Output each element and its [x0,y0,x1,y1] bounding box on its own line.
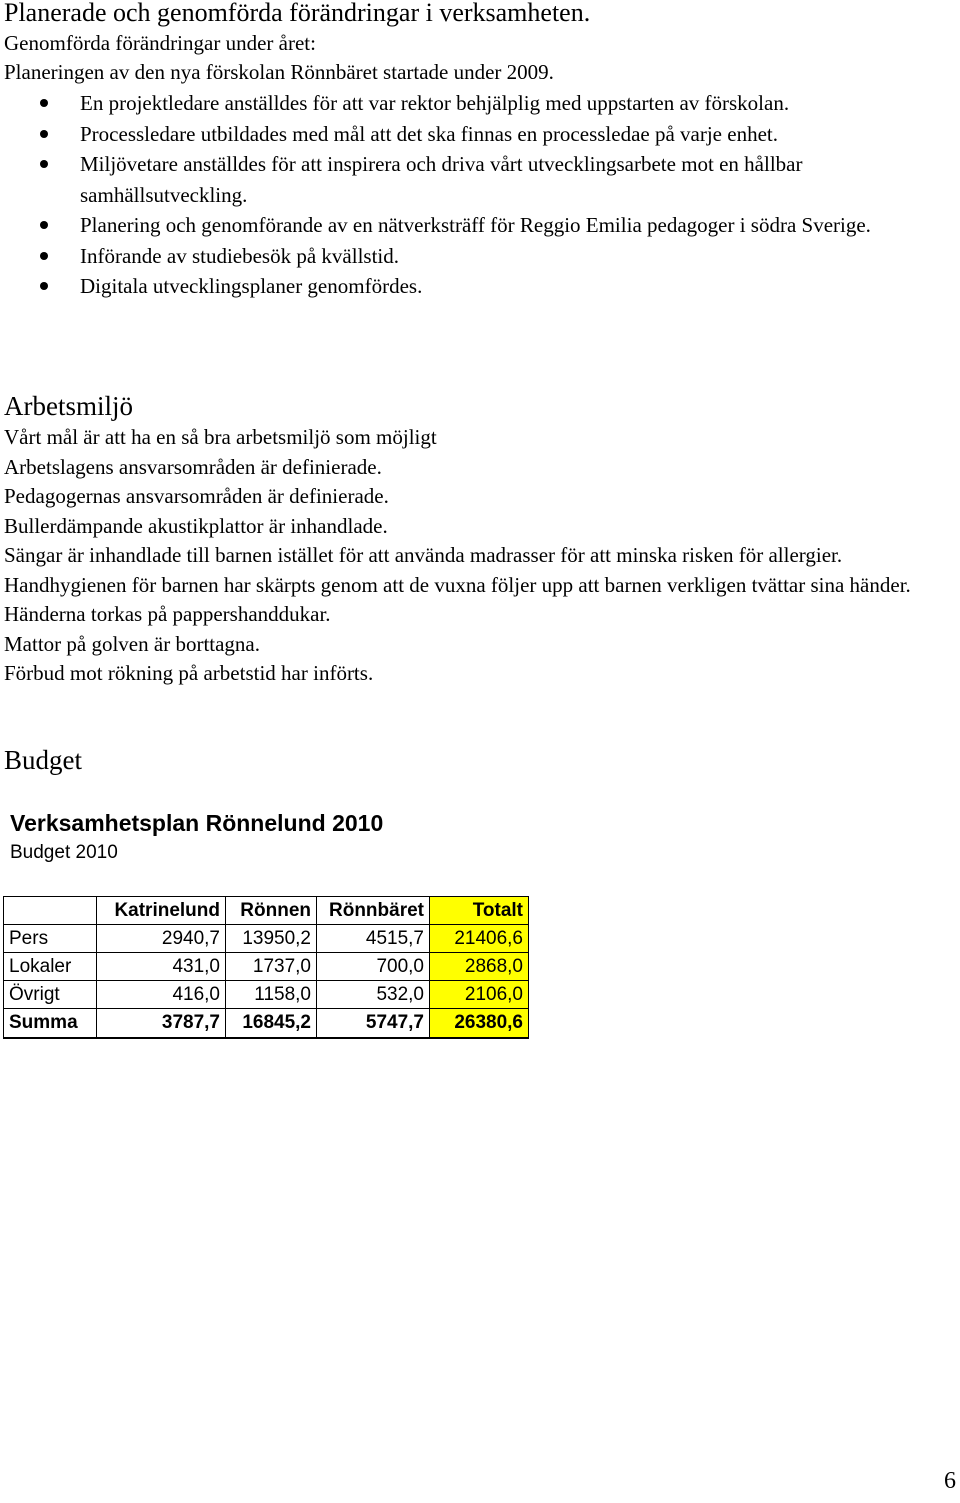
table-cell: 5747,7 [317,1009,430,1039]
list-item: Processledare utbildades med mål att det ska finnas en processledae på varje enhet. [0,119,950,150]
arbetsmiljo-body [4,423,944,689]
table-cell: 16845,2 [226,1009,317,1039]
table-cell: 26380,6 [430,1009,529,1039]
changes-list [0,88,960,302]
row-label: Summa [4,1009,97,1039]
table-cell: 13950,2 [226,925,317,953]
plan-title: Verksamhetsplan Rönnelund 2010 [10,810,384,836]
page-number: 6 [944,1468,956,1494]
paragraph: Sängar är inhandlade till barnen istället för att använda madrasser för att minska risken för allergier. [4,543,843,567]
table-summary-row [4,1009,529,1039]
table-cell: 700,0 [317,953,430,981]
section-subheading: Genomförda förändringar under året: [4,31,316,55]
table-cell: 2106,0 [430,981,529,1009]
column-header: Katrinelund [97,897,226,925]
paragraph: Förbud mot rökning på arbetstid har införts. [4,661,374,685]
arbetsmiljo-heading: Arbetsmiljö [4,391,133,421]
table-row [4,953,529,981]
table-cell: 416,0 [97,981,226,1009]
table-cell: 532,0 [317,981,430,1009]
list-item: Planering och genomförande av en nätverksträff för Reggio Emilia pedagoger i södra Sverige. [0,210,950,241]
table-header-row [4,897,529,925]
bullet-icon [40,221,48,229]
table-cell: 21406,6 [430,925,529,953]
paragraph: Bullerdämpande akustikplattor är inhandlade. [4,513,388,538]
bullet-icon [40,160,48,168]
bullet-icon [40,99,48,107]
paragraph: Pedagogernas ansvarsområden är definierade. [4,484,389,508]
column-header: Rönnen [226,897,317,925]
paragraph: Mattor på golven är borttagna. [4,631,260,656]
plan-subtitle: Budget 2010 [10,842,118,863]
table-cell: 2940,7 [97,925,226,953]
paragraph: Vårt mål är att ha en så bra arbetsmiljö som möjligt [4,425,437,449]
table-row [4,925,529,953]
list-item: Miljövetare anställdes för att inspirera och driva vårt utvecklingsarbete mot en hållbar samhällsutveckling. [0,149,950,210]
column-header [4,897,97,925]
table-cell: 3787,7 [97,1009,226,1039]
bullet-icon [40,282,48,290]
column-header: Totalt [430,897,529,925]
table-cell: 431,0 [97,953,226,981]
paragraph: Handhygienen för barnen har skärpts genom att de vuxna följer upp att barnen verkligen tvättar sina händer. Händerna torkas på pappershanddukar. [4,572,911,626]
list-item: En projektledare anställdes för att var rektor behjälplig med uppstarten av förskolan. [0,88,950,119]
row-label: Lokaler [4,953,97,981]
table-cell: 4515,7 [317,925,430,953]
column-header: Rönnbäret [317,897,430,925]
table-cell: 1158,0 [226,981,317,1009]
table-cell: 1737,0 [226,953,317,981]
bullet-icon [40,252,48,260]
budget-heading: Budget [4,745,82,775]
paragraph: Arbetslagens ansvarsområden är definierade. [4,454,382,479]
bullet-icon [40,130,48,138]
table-cell: 2868,0 [430,953,529,981]
list-item: Digitala utvecklingsplaner genomfördes. [0,271,950,302]
budget-table [3,896,529,1039]
intro-text: Planeringen av den nya förskolan Rönnbäret startade under 2009. [4,60,554,84]
row-label: Övrigt [4,981,97,1009]
section-heading: Planerade och genomförda förändringar i verksamheten. [4,0,591,27]
list-item: Införande av studiebesök på kvällstid. [0,241,950,272]
row-label: Pers [4,925,97,953]
table-row [4,981,529,1009]
